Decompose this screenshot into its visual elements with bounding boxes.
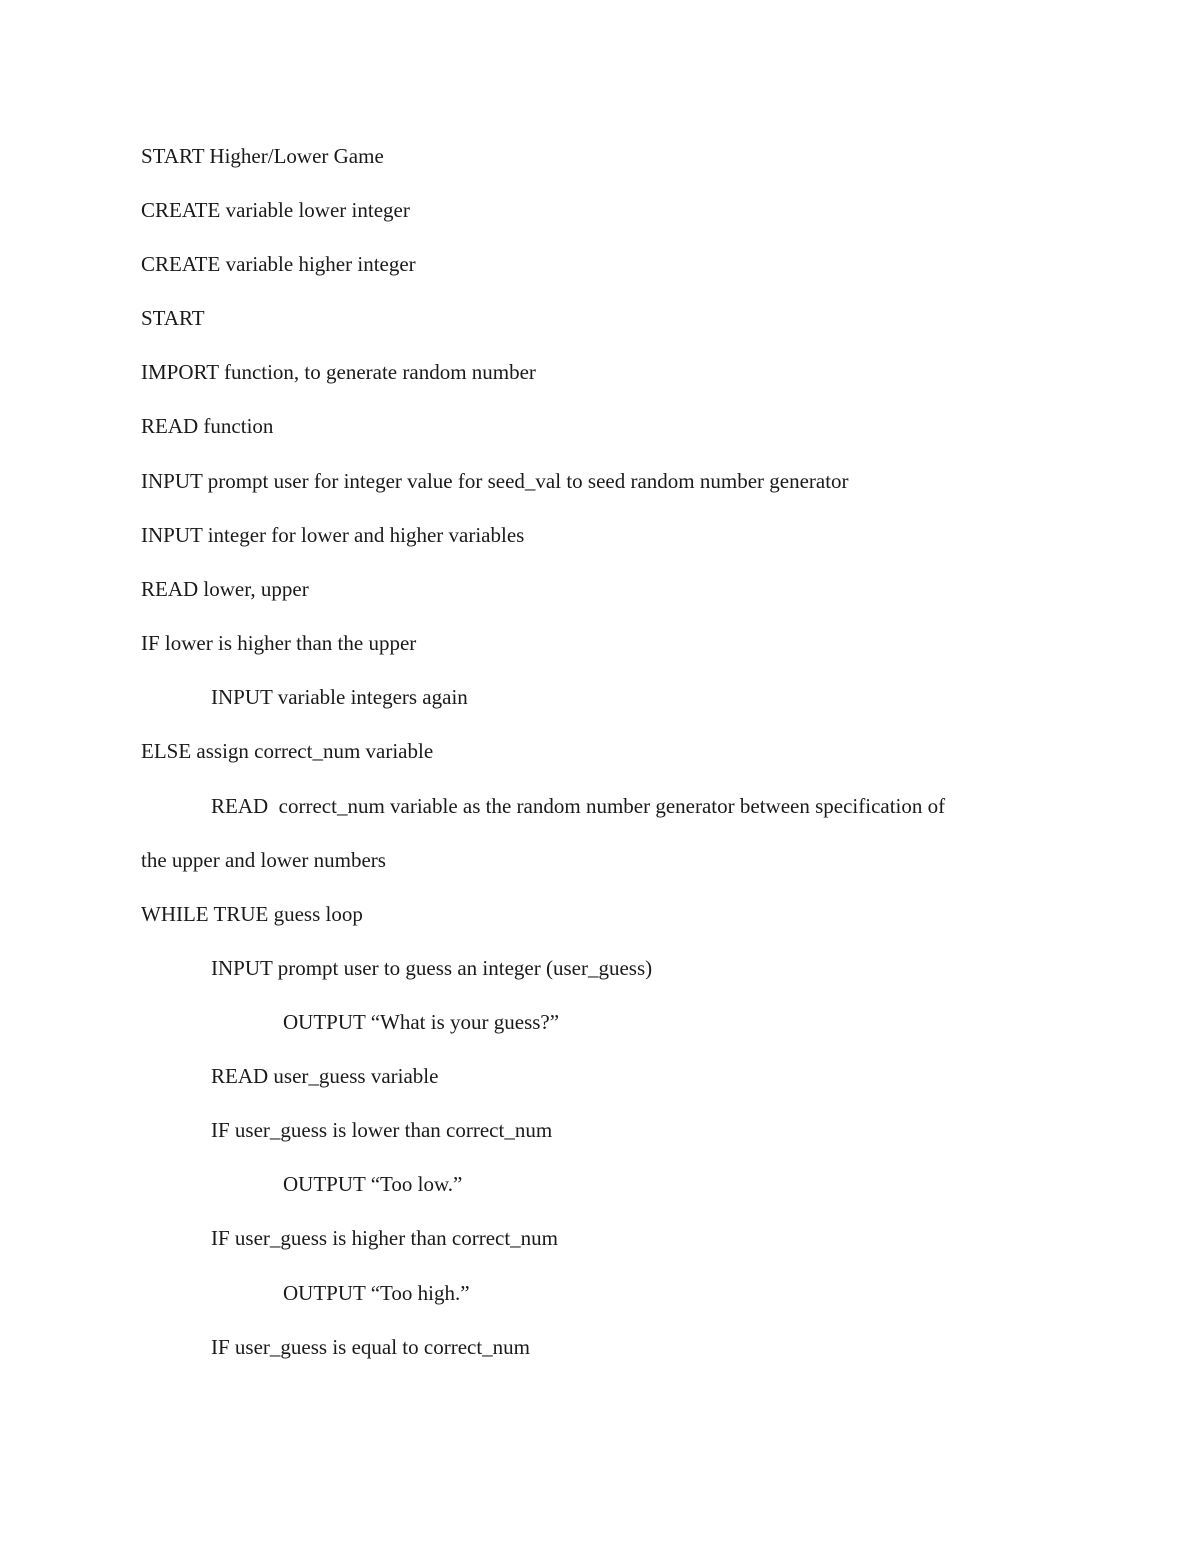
pseudocode-line: the upper and lower numbers	[141, 848, 386, 872]
pseudocode-line: INPUT variable integers again	[211, 685, 468, 709]
pseudocode-line: READ correct_num variable as the random number generator between specification of	[211, 794, 946, 818]
pseudocode-line: IF user_guess is equal to correct_num	[211, 1335, 531, 1359]
pseudocode-line: ELSE assign correct_num variable	[141, 739, 434, 763]
pseudocode-line: OUTPUT “Too low.”	[283, 1172, 463, 1196]
pseudocode-line: READ function	[141, 414, 274, 438]
pseudocode-line: IF user_guess is lower than correct_num	[211, 1118, 553, 1142]
pseudocode-line: READ lower, upper	[141, 577, 309, 601]
pseudocode-line: OUTPUT “What is your guess?”	[283, 1010, 560, 1034]
pseudocode-line: WHILE TRUE guess loop	[141, 902, 363, 926]
pseudocode-line: READ user_guess variable	[211, 1064, 439, 1088]
pseudocode-line: IMPORT function, to generate random number	[141, 360, 536, 384]
pseudocode-line: START	[141, 306, 205, 330]
pseudocode-line: INPUT prompt user for integer value for seed_val to seed random number generator	[141, 469, 849, 493]
pseudocode-line: CREATE variable higher integer	[141, 252, 416, 276]
pseudocode-line: CREATE variable lower integer	[141, 198, 410, 222]
pseudocode-line: OUTPUT “Too high.”	[283, 1281, 470, 1305]
pseudocode-line: START Higher/Lower Game	[141, 144, 384, 168]
pseudocode-line: INPUT prompt user to guess an integer (user_guess)	[211, 956, 653, 980]
pseudocode-line: INPUT integer for lower and higher variables	[141, 523, 525, 547]
pseudocode-line: IF user_guess is higher than correct_num	[211, 1226, 559, 1250]
pseudocode-line: IF lower is higher than the upper	[141, 631, 417, 655]
